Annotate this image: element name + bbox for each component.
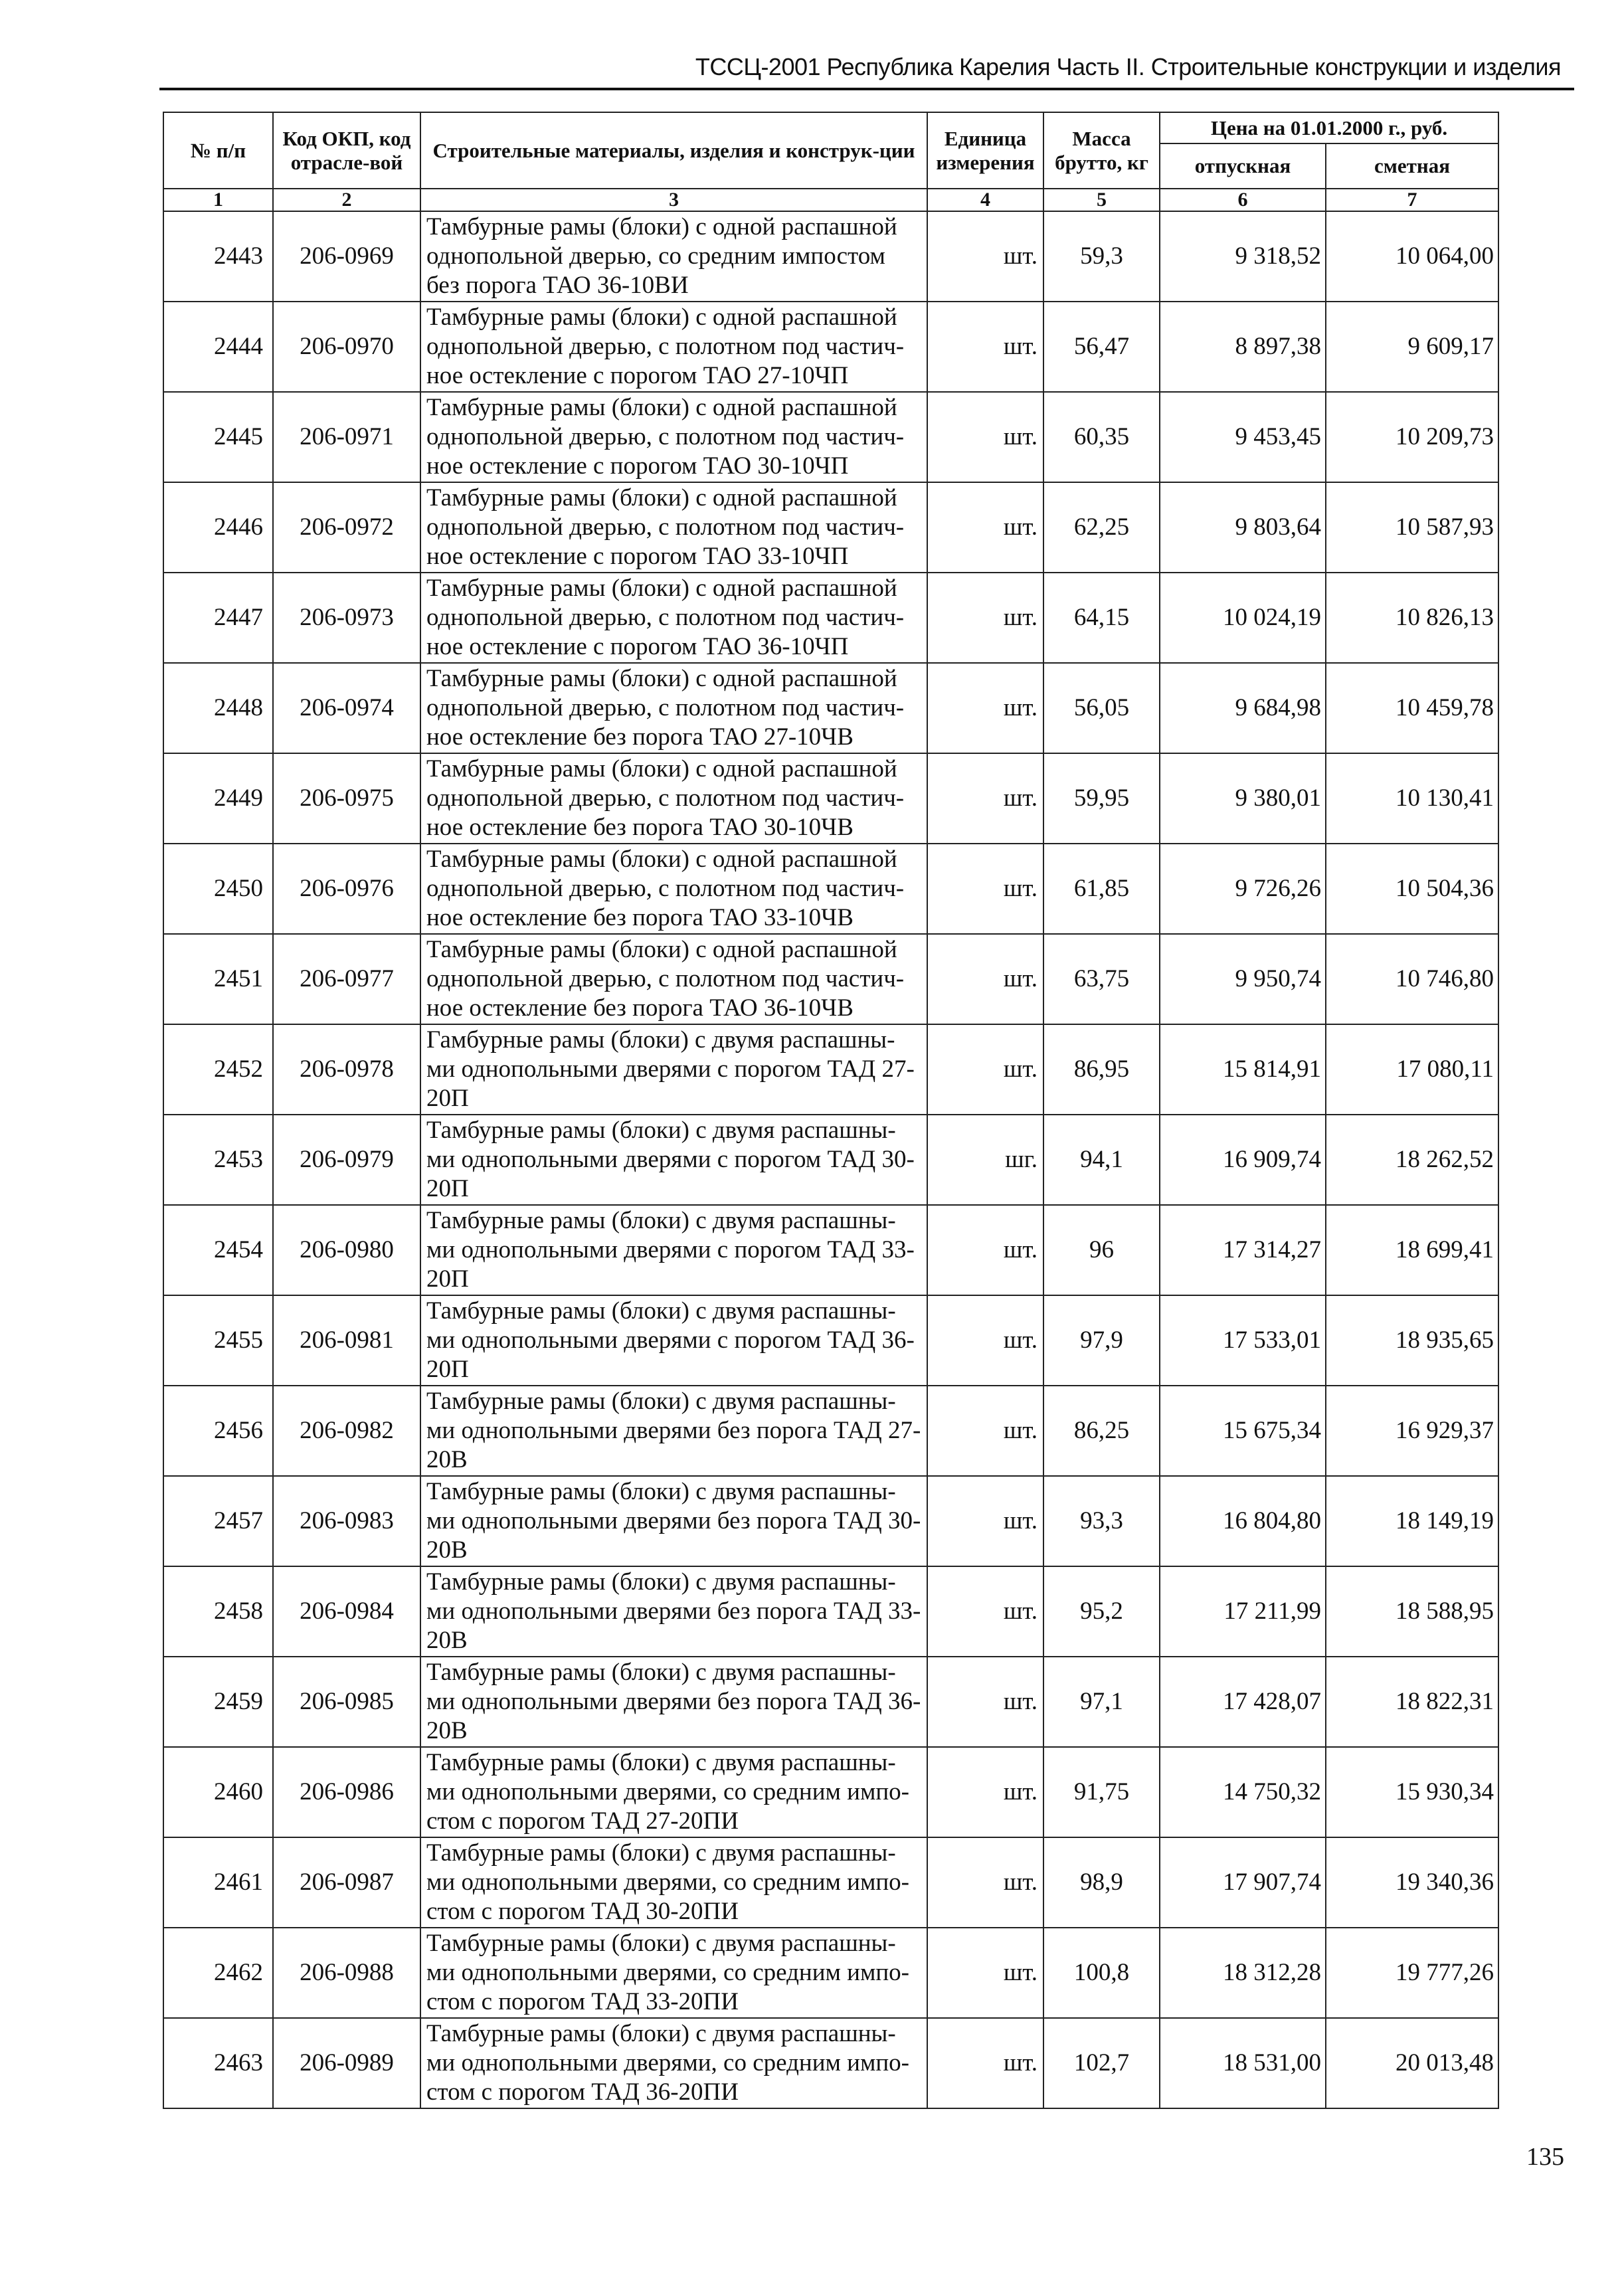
row-price-release: 18 531,00 — [1160, 2018, 1326, 2108]
table-row — [163, 844, 1498, 934]
table-row — [163, 1566, 1498, 1657]
row-price-release: 17 211,99 — [1160, 1566, 1326, 1657]
table-row — [163, 1205, 1498, 1295]
row-price-estimate: 15 930,34 — [1326, 1747, 1498, 1837]
row-unit: шт. — [927, 302, 1043, 392]
row-unit: шт. — [927, 211, 1043, 302]
row-price-estimate: 18 588,95 — [1326, 1566, 1498, 1657]
row-price-release: 16 909,74 — [1160, 1115, 1326, 1205]
column-number: 4 — [927, 189, 1043, 211]
row-unit: шт. — [927, 934, 1043, 1024]
row-price-release: 17 428,07 — [1160, 1657, 1326, 1747]
row-price-estimate: 19 340,36 — [1326, 1837, 1498, 1928]
row-price-release: 8 897,38 — [1160, 302, 1326, 392]
row-name: Тамбурные рамы (блоки) с двумя распашны-ми однопольными дверями без порога ТАД 30-20В — [420, 1476, 927, 1566]
header-num: № п/п — [163, 112, 273, 189]
row-mass: 97,9 — [1043, 1295, 1160, 1386]
running-head-text: ТССЦ-2001 Республика Карелия Часть II. Строительные конструкции и изделия — [695, 53, 1561, 80]
row-price-estimate: 19 777,26 — [1326, 1928, 1498, 2018]
table-row — [163, 1657, 1498, 1747]
row-number: 2457 — [163, 1476, 273, 1566]
row-price-release: 9 453,45 — [1160, 392, 1326, 482]
row-unit: шт. — [927, 1566, 1043, 1657]
row-number: 2443 — [163, 211, 273, 302]
header-code: Код ОКП, код отрасле-вой — [273, 112, 420, 189]
row-mass: 59,95 — [1043, 753, 1160, 844]
row-unit: шт. — [927, 663, 1043, 753]
row-price-estimate: 18 262,52 — [1326, 1115, 1498, 1205]
row-mass: 97,1 — [1043, 1657, 1160, 1747]
row-price-release: 18 312,28 — [1160, 1928, 1326, 2018]
table-row — [163, 1386, 1498, 1476]
row-price-release: 10 024,19 — [1160, 573, 1326, 663]
row-mass: 93,3 — [1043, 1476, 1160, 1566]
row-number: 2454 — [163, 1205, 273, 1295]
header-name: Строительные материалы, изделия и конструк-ции — [420, 112, 927, 189]
row-mass: 91,75 — [1043, 1747, 1160, 1837]
row-number: 2451 — [163, 934, 273, 1024]
row-price-release: 17 314,27 — [1160, 1205, 1326, 1295]
row-name: Тамбурные рамы (блоки) с двумя распашны-ми однопольными дверями без порога ТАД 33-20В — [420, 1566, 927, 1657]
row-name: Тамбурные рамы (блоки) с одной распашной однопольной дверью, с полотном под частич-ное остекление с порогом ТАО 30-10ЧП — [420, 392, 927, 482]
row-number: 2449 — [163, 753, 273, 844]
row-unit: шт. — [927, 753, 1043, 844]
row-name: Тамбурные рамы (блоки) с двумя распашны-ми однопольными дверями, со средним импо-стом с порогом ТАД 36-20ПИ — [420, 2018, 927, 2108]
row-price-estimate: 10 064,00 — [1326, 211, 1498, 302]
row-price-release: 14 750,32 — [1160, 1747, 1326, 1837]
row-price-estimate: 10 826,13 — [1326, 573, 1498, 663]
row-price-release: 9 726,26 — [1160, 844, 1326, 934]
row-price-estimate: 18 822,31 — [1326, 1657, 1498, 1747]
row-name: Тамбурные рамы (блоки) с одной распашной однопольной дверью, с полотном под частич-ное остекление с порогом ТАО 27-10ЧП — [420, 302, 927, 392]
row-code: 206-0973 — [273, 573, 420, 663]
table-row — [163, 1476, 1498, 1566]
row-price-estimate: 9 609,17 — [1326, 302, 1498, 392]
row-code: 206-0970 — [273, 302, 420, 392]
row-price-release: 9 803,64 — [1160, 482, 1326, 573]
row-mass: 64,15 — [1043, 573, 1160, 663]
row-mass: 102,7 — [1043, 2018, 1160, 2108]
row-mass: 95,2 — [1043, 1566, 1160, 1657]
row-price-release: 17 907,74 — [1160, 1837, 1326, 1928]
column-number: 7 — [1326, 189, 1498, 211]
header-mass: Масса брутто, кг — [1043, 112, 1160, 189]
row-unit: шт. — [927, 1657, 1043, 1747]
row-mass: 86,25 — [1043, 1386, 1160, 1476]
row-price-estimate: 18 699,41 — [1326, 1205, 1498, 1295]
table-row — [163, 663, 1498, 753]
table-row — [163, 934, 1498, 1024]
table-row — [163, 2018, 1498, 2108]
row-code: 206-0974 — [273, 663, 420, 753]
row-unit: шт. — [927, 1928, 1043, 2018]
column-number-row — [163, 189, 1498, 211]
row-number: 2450 — [163, 844, 273, 934]
row-code: 206-0977 — [273, 934, 420, 1024]
table-row — [163, 1747, 1498, 1837]
row-code: 206-0975 — [273, 753, 420, 844]
row-name: Гамбурные рамы (блоки) с двумя распашны-ми однопольными дверями с порогом ТАД 27-20П — [420, 1024, 927, 1115]
table-row — [163, 573, 1498, 663]
row-code: 206-0983 — [273, 1476, 420, 1566]
row-name: Тамбурные рамы (блоки) с двумя распашны-ми однопольными дверями с порогом ТАД 30-20П — [420, 1115, 927, 1205]
row-name: Тамбурные рамы (блоки) с одной распашной однопольной дверью, с полотном под частич-ное остекление с порогом ТАО 36-10ЧП — [420, 573, 927, 663]
column-number: 5 — [1043, 189, 1160, 211]
row-price-release: 17 533,01 — [1160, 1295, 1326, 1386]
row-name: Тамбурные рамы (блоки) с двумя распашны-ми однопольными дверями, со средним импо-стом с порогом ТАД 27-20ПИ — [420, 1747, 927, 1837]
row-mass: 63,75 — [1043, 934, 1160, 1024]
row-number: 2456 — [163, 1386, 273, 1476]
page-number: 135 — [1526, 2143, 1564, 2171]
row-code: 206-0988 — [273, 1928, 420, 2018]
row-unit: шт. — [927, 1024, 1043, 1115]
row-mass: 62,25 — [1043, 482, 1160, 573]
row-price-estimate: 20 013,48 — [1326, 2018, 1498, 2108]
header-unit: Единица измерения — [927, 112, 1043, 189]
row-number: 2462 — [163, 1928, 273, 2018]
row-name: Тамбурные рамы (блоки) с двумя распашны-ми однопольными дверями с порогом ТАД 36-20П — [420, 1295, 927, 1386]
row-mass: 98,9 — [1043, 1837, 1160, 1928]
row-mass: 59,3 — [1043, 211, 1160, 302]
column-number: 6 — [1160, 189, 1326, 211]
row-number: 2445 — [163, 392, 273, 482]
row-name: Тамбурные рамы (блоки) с двумя распашны-ми однопольными дверями без порога ТАД 36-20В — [420, 1657, 927, 1747]
row-number: 2460 — [163, 1747, 273, 1837]
row-price-estimate: 10 130,41 — [1326, 753, 1498, 844]
row-unit: шт. — [927, 1205, 1043, 1295]
row-name: Тамбурные рамы (блоки) с одной распашной однопольной дверью, с полотном под частич-ное остекление без порога ТАО 33-10ЧВ — [420, 844, 927, 934]
row-mass: 96 — [1043, 1205, 1160, 1295]
row-code: 206-0971 — [273, 392, 420, 482]
row-name: Тамбурные рамы (блоки) с одной распашной однопольной дверью, с полотном под частич-ное остекление без порога ТАО 30-10ЧВ — [420, 753, 927, 844]
row-name: Тамбурные рамы (блоки) с двумя распашны-ми однопольными дверями без порога ТАД 27-20В — [420, 1386, 927, 1476]
row-mass: 100,8 — [1043, 1928, 1160, 2018]
row-number: 2459 — [163, 1657, 273, 1747]
row-code: 206-0980 — [273, 1205, 420, 1295]
row-price-release: 9 380,01 — [1160, 753, 1326, 844]
row-price-estimate: 17 080,11 — [1326, 1024, 1498, 1115]
row-price-estimate: 10 459,78 — [1326, 663, 1498, 753]
row-code: 206-0979 — [273, 1115, 420, 1205]
row-unit: шт. — [927, 844, 1043, 934]
row-price-release: 15 675,34 — [1160, 1386, 1326, 1476]
table-row — [163, 1928, 1498, 2018]
row-unit: шт. — [927, 392, 1043, 482]
row-code: 206-0989 — [273, 2018, 420, 2108]
running-head — [159, 48, 1574, 90]
row-unit: шт. — [927, 573, 1043, 663]
row-code: 206-0978 — [273, 1024, 420, 1115]
row-name: Тамбурные рамы (блоки) с одной распашной однопольной дверью, со средним импостом без порога ТАО 36-10ВИ — [420, 211, 927, 302]
row-price-release: 16 804,80 — [1160, 1476, 1326, 1566]
table-body — [163, 211, 1498, 2108]
table-row — [163, 1295, 1498, 1386]
row-code: 206-0985 — [273, 1657, 420, 1747]
row-price-release: 9 950,74 — [1160, 934, 1326, 1024]
row-code: 206-0986 — [273, 1747, 420, 1837]
row-mass: 60,35 — [1043, 392, 1160, 482]
row-unit: шт. — [927, 1386, 1043, 1476]
row-price-estimate: 18 935,65 — [1326, 1295, 1498, 1386]
row-number: 2448 — [163, 663, 273, 753]
header-price-group: Цена на 01.01.2000 г., руб. — [1160, 112, 1498, 143]
row-price-release: 15 814,91 — [1160, 1024, 1326, 1115]
row-name: Тамбурные рамы (блоки) с двумя распашны-ми однопольными дверями, со средним импо-стом с порогом ТАД 33-20ПИ — [420, 1928, 927, 2018]
table-row — [163, 482, 1498, 573]
row-code: 206-0984 — [273, 1566, 420, 1657]
column-number: 3 — [420, 189, 927, 211]
table-row — [163, 1837, 1498, 1928]
row-unit: шт. — [927, 2018, 1043, 2108]
row-code: 206-0976 — [273, 844, 420, 934]
row-price-release: 9 684,98 — [1160, 663, 1326, 753]
row-price-estimate: 10 504,36 — [1326, 844, 1498, 934]
row-number: 2446 — [163, 482, 273, 573]
row-code: 206-0981 — [273, 1295, 420, 1386]
table-row — [163, 753, 1498, 844]
row-name: Тамбурные рамы (блоки) с двумя распашны-ми однопольными дверями с порогом ТАД 33-20П — [420, 1205, 927, 1295]
row-number: 2455 — [163, 1295, 273, 1386]
row-code: 206-0969 — [273, 211, 420, 302]
table-row — [163, 1024, 1498, 1115]
table-row — [163, 302, 1498, 392]
column-number: 1 — [163, 189, 273, 211]
row-price-estimate: 10 209,73 — [1326, 392, 1498, 482]
row-unit: шт. — [927, 482, 1043, 573]
row-unit: шт. — [927, 1295, 1043, 1386]
row-code: 206-0987 — [273, 1837, 420, 1928]
row-unit: шт. — [927, 1747, 1043, 1837]
row-mass: 56,05 — [1043, 663, 1160, 753]
row-unit: шг. — [927, 1115, 1043, 1205]
row-mass: 56,47 — [1043, 302, 1160, 392]
row-number: 2447 — [163, 573, 273, 663]
price-table — [163, 112, 1499, 2109]
row-name: Тамбурные рамы (блоки) с двумя распашны-ми однопольными дверями, со средним импо-стом с порогом ТАД 30-20ПИ — [420, 1837, 927, 1928]
row-code: 206-0982 — [273, 1386, 420, 1476]
table-row — [163, 1115, 1498, 1205]
row-price-estimate: 18 149,19 — [1326, 1476, 1498, 1566]
row-mass: 94,1 — [1043, 1115, 1160, 1205]
row-number: 2463 — [163, 2018, 273, 2108]
row-mass: 86,95 — [1043, 1024, 1160, 1115]
row-price-estimate: 10 587,93 — [1326, 482, 1498, 573]
row-name: Тамбурные рамы (блоки) с одной распашной однопольной дверью, с полотном под частич-ное остекление с порогом ТАО 33-10ЧП — [420, 482, 927, 573]
row-number: 2444 — [163, 302, 273, 392]
header-price-release: отпускная — [1160, 143, 1326, 189]
row-unit: шт. — [927, 1476, 1043, 1566]
header-price-estimate: сметная — [1326, 143, 1498, 189]
column-number: 2 — [273, 189, 420, 211]
row-number: 2452 — [163, 1024, 273, 1115]
row-name: Тамбурные рамы (блоки) с одной распашной однопольной дверью, с полотном под частич-ное остекление без порога ТАО 27-10ЧВ — [420, 663, 927, 753]
row-number: 2453 — [163, 1115, 273, 1205]
row-unit: шт. — [927, 1837, 1043, 1928]
row-price-estimate: 10 746,80 — [1326, 934, 1498, 1024]
row-mass: 61,85 — [1043, 844, 1160, 934]
row-number: 2461 — [163, 1837, 273, 1928]
row-code: 206-0972 — [273, 482, 420, 573]
row-name: Тамбурные рамы (блоки) с одной распашной однопольной дверью, с полотном под частич-ное остекление без порога ТАО 36-10ЧВ — [420, 934, 927, 1024]
row-number: 2458 — [163, 1566, 273, 1657]
row-price-release: 9 318,52 — [1160, 211, 1326, 302]
row-price-estimate: 16 929,37 — [1326, 1386, 1498, 1476]
table-row — [163, 211, 1498, 302]
table-row — [163, 392, 1498, 482]
